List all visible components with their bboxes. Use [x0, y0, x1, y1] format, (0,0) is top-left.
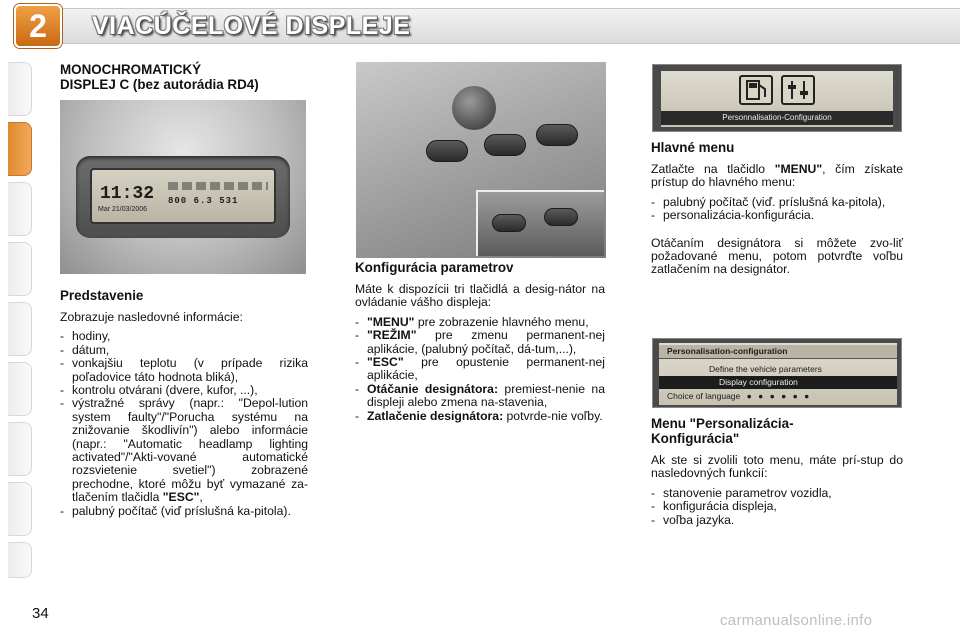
- hlavne-menu-section: [651, 140, 903, 277]
- list-item: [355, 383, 605, 410]
- side-tab-2-active: [8, 122, 32, 176]
- personalisation-icon: [781, 75, 815, 105]
- personalizacia-section: [651, 416, 903, 527]
- esc-suffix: ,: [199, 490, 203, 505]
- config-screen-row: Define the vehicle parameters: [709, 364, 822, 374]
- chapter-side-tabs: [0, 62, 34, 582]
- item-bold: Zatlačenie designátora:: [367, 408, 504, 423]
- side-tab-6: [8, 362, 32, 416]
- item-bold: "REŽIM": [367, 328, 417, 343]
- watermark: carmanualsonline.info: [720, 612, 873, 629]
- side-tab-4: [8, 242, 32, 296]
- list-item: [355, 410, 605, 423]
- hlavne-menu-list: [651, 196, 903, 223]
- hlavne-menu-title: Hlavné menu: [651, 140, 735, 155]
- item-text: pre zmenu permanent-nej aplikácie, (palubný počítač, dá-tum,...),: [367, 328, 605, 356]
- item-text: pre opustenie permanent-nej aplikácie,: [367, 355, 605, 383]
- display-screen: [90, 168, 276, 224]
- side-tab-1: [8, 62, 32, 116]
- chapter-number-badge: 2: [14, 4, 62, 48]
- sliders-icon: [783, 77, 813, 103]
- console-button: [536, 124, 578, 146]
- display-clock: 11:32: [100, 184, 155, 204]
- configuration-lcd: [659, 343, 897, 405]
- console-controls-photo: [356, 62, 606, 258]
- personalizacia-intro: Ak ste si zvolili toto menu, máte prí-stup do nasledovných funkcií:: [651, 453, 903, 481]
- language-row-label: Choice of language: [667, 391, 741, 401]
- list-item: - palubný počítač (viď. príslušná ka-pitola),: [651, 196, 903, 209]
- side-tab-9: [8, 542, 32, 578]
- chapter-title: VIACÚČELOVÉ DISPLEJE: [92, 12, 411, 40]
- list-item: [355, 356, 605, 383]
- console-button: [492, 214, 526, 232]
- configuration-menu-screen-photo: [652, 338, 902, 408]
- display-heading-line1: MONOCHROMATICKÝ: [60, 62, 202, 77]
- list-item: - stanovenie parametrov vozidla,: [651, 487, 903, 500]
- intro-post: , čím získate prístup do hlavného menu:: [651, 162, 903, 190]
- console-button: [426, 140, 468, 162]
- left-column: [60, 62, 308, 92]
- item-text: premiest-nenie na displeji alebo zmena na-stavenia,: [367, 381, 605, 410]
- designator-knob: [452, 86, 496, 130]
- konfiguracia-section: [355, 260, 605, 423]
- predstavenie-title: Predstavenie: [60, 288, 144, 303]
- esc-label: "ESC": [162, 490, 200, 505]
- predstavenie-section: [60, 288, 308, 518]
- config-screen-row-selected: Display configuration: [659, 376, 897, 389]
- konfiguracia-list: [355, 316, 605, 423]
- konfiguracia-intro: Máte k dispozícii tri tlačidlá a desig-nátor na ovládanie vášho displeja:: [355, 282, 605, 310]
- item-bold: "MENU": [367, 314, 415, 329]
- side-tab-8: [8, 482, 32, 536]
- item-text: potvrde-nie voľby.: [503, 408, 603, 423]
- list-item: - vonkajšiu teplotu (v prípade rizika poľadovice táto hodnota bliká),: [60, 357, 308, 384]
- item-bold: "ESC": [367, 355, 404, 370]
- fuel-pump-icon: [741, 77, 771, 103]
- predstavenie-list: [60, 330, 308, 518]
- console-button: [484, 134, 526, 156]
- page-number: 34: [32, 605, 49, 622]
- hlavne-menu-note: Otáčaním designátora si môžete zvo-liť požadované menu, potom potvrďte voľbu zatlačením na designátor.: [651, 235, 903, 277]
- personalizacia-title-line1: Menu "Personalizácia-: [651, 416, 794, 431]
- trip-computer-icon: [739, 75, 773, 105]
- list-item: - personalizácia-konfigurácia.: [651, 209, 903, 222]
- intro-bold: "MENU": [774, 162, 823, 176]
- display-date: Mar 21/03/2006: [98, 206, 148, 213]
- config-screen-row: [659, 390, 897, 403]
- list-item-text: výstražné správy (napr.: "Depol-lution system faulty"/"Porucha systému na znižovanie škodlivín") alebo informácie (napr.: "Automatic headlamp lighting activated"/"Akti-vované automatické rozsvietenie svetiel") zobrazené prechodne, ktoré môžu byť vymazané za-tlačením tlačidla: [72, 396, 308, 505]
- list-item: [355, 329, 605, 356]
- display-heading-line2: DISPLEJ C (bez autorádia RD4): [60, 77, 259, 92]
- display-status-icons: [168, 182, 268, 190]
- monochrome-display-photo: [60, 100, 306, 274]
- main-menu-screen-photo: [652, 64, 902, 132]
- hlavne-menu-intro: [651, 163, 903, 190]
- console-detail-inset: [476, 190, 604, 256]
- intro-pre: Zatlačte na tlačidlo: [651, 162, 775, 176]
- flag-icons: ● ● ● ● ● ●: [746, 391, 812, 401]
- list-item: [60, 397, 308, 504]
- list-item: - palubný počítač (viď príslušná ka-pitola).: [60, 505, 308, 518]
- predstavenie-intro: Zobrazuje nasledovné informácie:: [60, 310, 243, 324]
- list-item: - voľba jazyka.: [651, 514, 903, 527]
- personalizacia-list: [651, 487, 903, 527]
- side-tab-3: [8, 182, 32, 236]
- config-screen-title: Personalisation-configuration: [659, 345, 897, 359]
- page-header: [0, 0, 960, 52]
- item-text: pre zobrazenie hlavného menu,: [414, 314, 589, 329]
- side-tab-5: [8, 302, 32, 356]
- console-button: [544, 208, 578, 226]
- list-item: - dátum,: [60, 344, 308, 357]
- list-item: - konfigurácia displeja,: [651, 500, 903, 513]
- display-values: 800 6.3 531: [168, 196, 239, 206]
- list-item: - kontrolu otvárani (dvere, kufor, ...),: [60, 384, 308, 397]
- list-item: - hodiny,: [60, 330, 308, 343]
- item-bold: Otáčanie designátora:: [367, 381, 499, 396]
- personalizacia-title-line2: Konfigurácia": [651, 431, 740, 446]
- konfiguracia-title: Konfigurácia parametrov: [355, 260, 514, 275]
- side-tab-7: [8, 422, 32, 476]
- main-menu-caption: Personnalisation-Configuration: [661, 111, 893, 125]
- main-menu-lcd: [661, 71, 893, 127]
